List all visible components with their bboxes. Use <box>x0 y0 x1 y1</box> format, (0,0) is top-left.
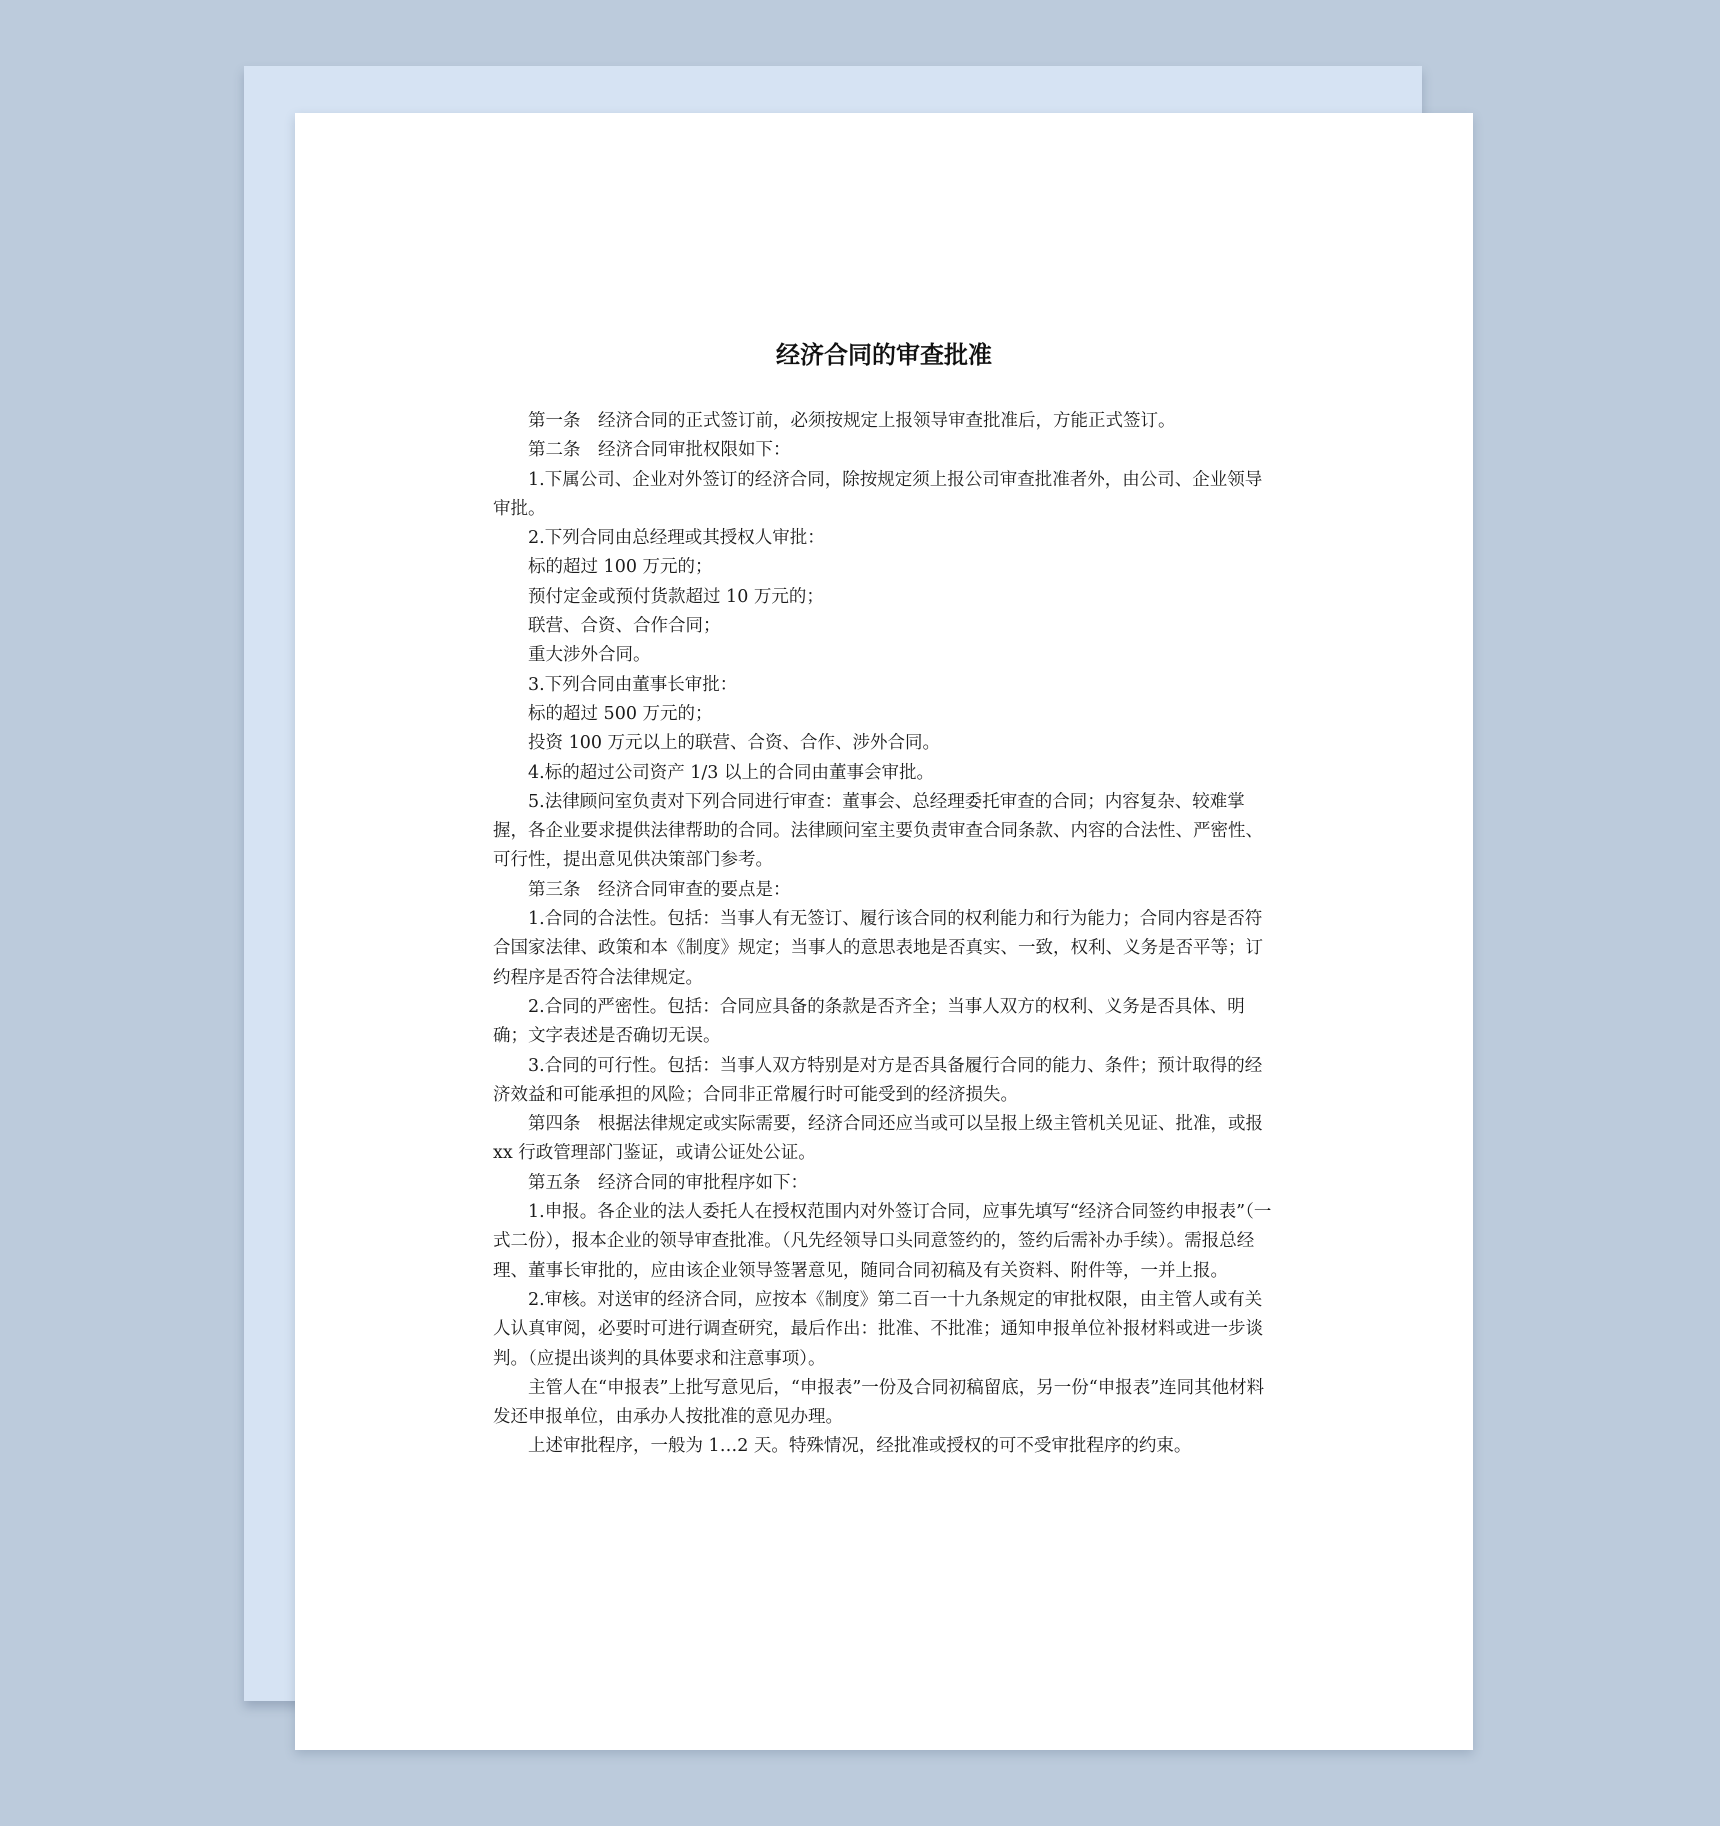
document-title: 经济合同的审查批准 <box>776 341 992 369</box>
paragraph: 重大涉外合同。 <box>528 645 651 666</box>
paragraph: 联营、合资、合作合同； <box>528 616 721 637</box>
paragraph: 1.合同的合法性。包括：当事人有无签订、履行该合同的权利能力和行为能力；合同内容是否符合国家法律、政策和本《制度》规定；当事人的意思表地是否真实、一致，权利、义务是否平等；订约程序是否符合法律规定。 <box>493 909 1263 988</box>
document-body <box>493 407 1273 1462</box>
paragraph: 第三条 经济合同审查的要点是： <box>528 879 791 900</box>
paragraph: 第一条 经济合同的正式签订前，必须按规定上报领导审查批准后，方能正式签订。 <box>528 411 1176 431</box>
paragraph: 预付定金或预付货款超过 10 万元的； <box>528 586 824 607</box>
paragraph: 3.合同的可行性。包括：当事人双方特别是对方是否具备履行合同的能力、条件；预计取得的经济效益和可能承担的风险；合同非正常履行时可能受到的经济损失。 <box>493 1055 1263 1105</box>
paragraph: 2.审核。对送审的经济合同，应按本《制度》第二百一十九条规定的审批权限，由主管人或有关人认真审阅，必要时可进行调查研究，最后作出：批准、不批准；通知申报单位补报材料或进一步谈判。（应提出谈判的具体要求和注意事项）。 <box>493 1289 1263 1369</box>
paragraph: 上述审批程序，一般为 1…2 天。特殊情况，经批准或授权的可不受审批程序的约束。 <box>528 1436 1192 1457</box>
paragraph: 4.标的超过公司资产 1/3 以上的合同由董事会审批。 <box>528 762 934 783</box>
paragraph: 主管人在“申报表”上批写意见后，“申报表”一份及合同初稿留底，另一份“申报表”连同其他材料发还申报单位，由承办人按批准的意见办理。 <box>493 1377 1265 1428</box>
paragraph: 2.合同的严密性。包括：合同应具备的条款是否齐全；当事人双方的权利、义务是否具体、明确；文字表述是否确切无误。 <box>493 996 1245 1047</box>
paragraph: 3.下列合同由董事长审批： <box>528 674 738 695</box>
paragraph: 投资 100 万元以上的联营、合资、合作、涉外合同。 <box>528 733 941 754</box>
paragraph: 5.法律顾问室负责对下列合同进行审查：董事会、总经理委托审查的合同；内容复杂、较难掌握，各企业要求提供法律帮助的合同。法律顾问室主要负责审查合同条款、内容的合法性、严密性、可行性，提出意见供决策部门参考。 <box>493 791 1263 871</box>
paragraph: 1.申报。各企业的法人委托人在授权范围内对外签订合同，应事先填写“经济合同签约申报表”（一式二份），报本企业的领导审查批准。（凡先经领导口头同意签约的，签约后需补办手续）。需报总经理、董事长审批的，应由该企业领导签署意见，随同合同初稿及有关资料、附件等，一并上报。 <box>493 1202 1272 1281</box>
document-page <box>295 113 1473 1750</box>
paragraph: 第二条 经济合同审批权限如下： <box>528 440 791 461</box>
paragraph: 1.下属公司、企业对外签订的经济合同，除按规定须上报公司审查批准者外，由公司、企业领导审批。 <box>493 469 1263 519</box>
paragraph: 标的超过 500 万元的； <box>528 703 713 724</box>
paragraph: 2.下列合同由总经理或其授权人审批： <box>528 528 825 549</box>
paragraph: 第四条 根据法律规定或实际需要，经济合同还应当或可以呈报上级主管机关见证、批准，或报 xx 行政管理部门鉴证，或请公证处公证。 <box>493 1114 1269 1164</box>
paragraph: 第五条 经济合同的审批程序如下： <box>528 1172 808 1193</box>
paragraph: 标的超过 100 万元的； <box>528 557 713 578</box>
